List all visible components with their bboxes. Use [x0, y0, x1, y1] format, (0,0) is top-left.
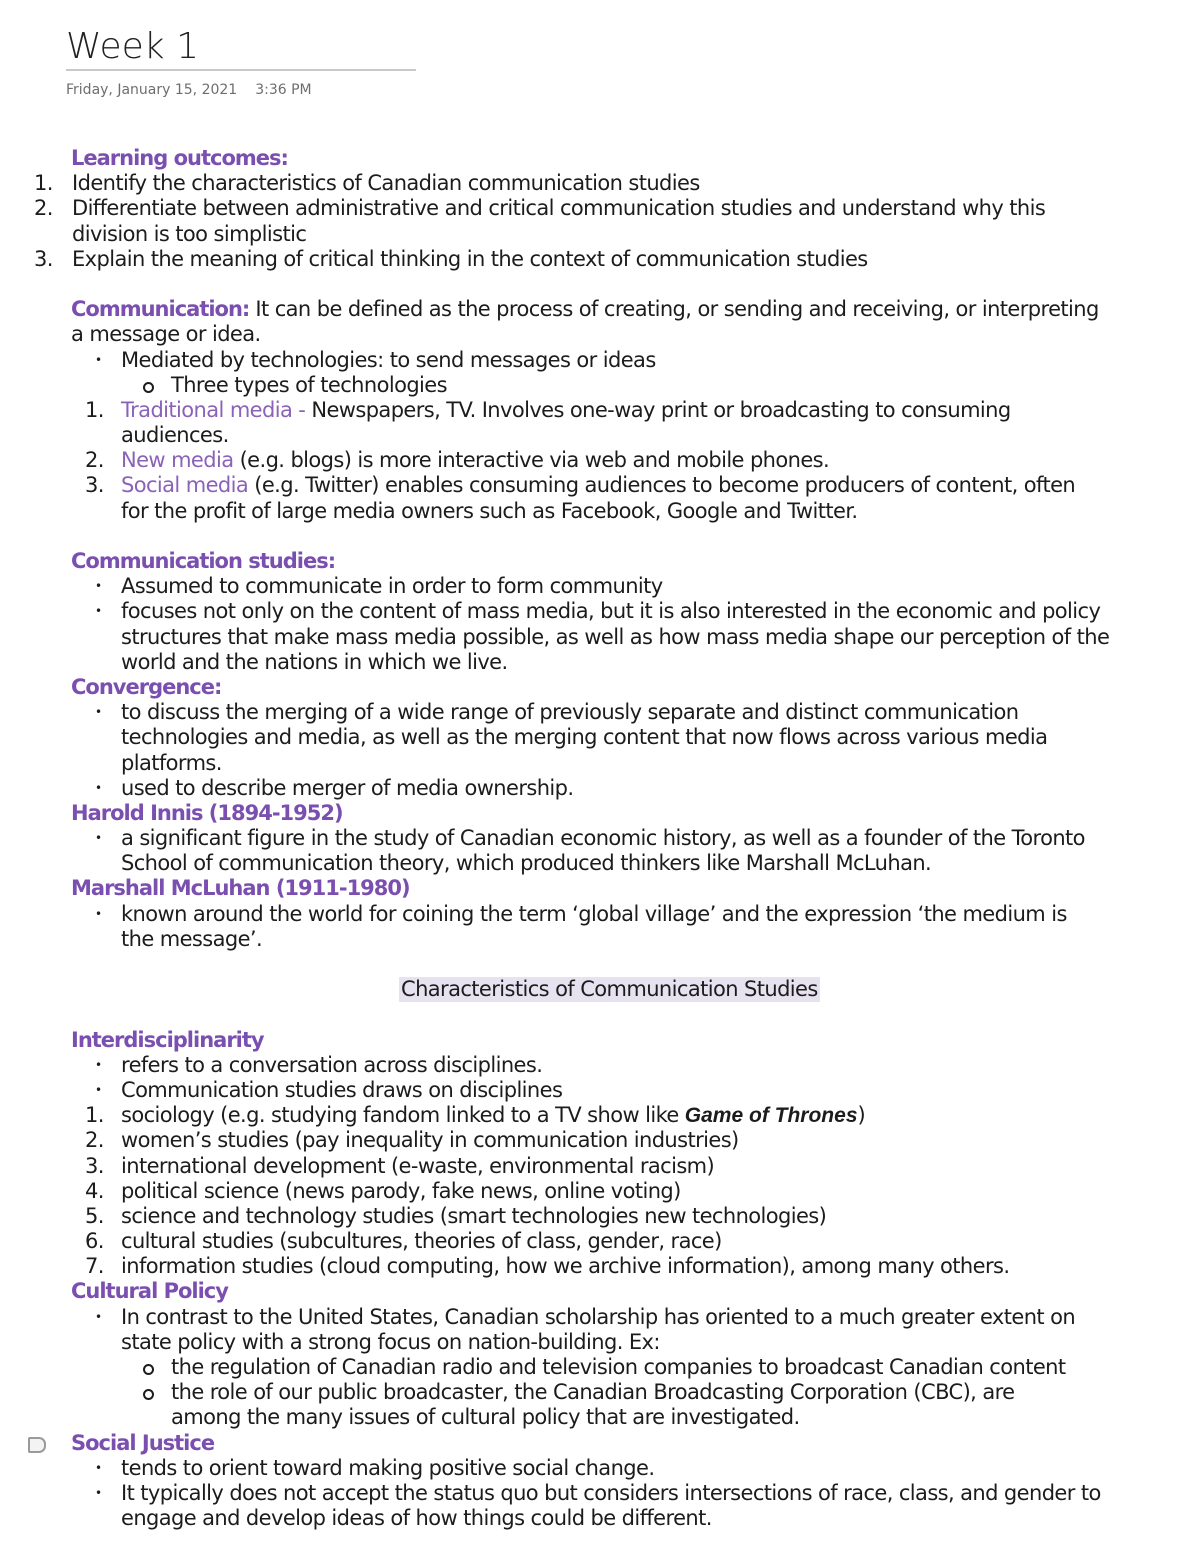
list-text: international development (e-waste, environmental racism)	[121, 1153, 715, 1178]
list-item	[0, 171, 1200, 196]
bullet-text: known around the world for coining the term ‘global village’ and the expression ‘the medium is	[121, 901, 1067, 926]
list-text: science and technology studies (smart technologies new technologies)	[121, 1203, 827, 1228]
list-item	[0, 196, 1200, 221]
bullet-text-continued: among the many issues of cultural policy that are investigated.	[171, 1405, 800, 1430]
list-number: 2.	[85, 1128, 104, 1153]
communication-heading: Communication:	[71, 297, 250, 322]
convergence-heading: Convergence:	[71, 674, 222, 699]
list-item	[0, 1204, 1200, 1229]
bullet-item	[0, 700, 1200, 725]
hollow-circle-icon	[143, 382, 154, 393]
list-text: Explain the meaning of critical thinking in the context of communication studies	[72, 246, 868, 271]
list-text: women’s studies (pay inequality in communication industries)	[121, 1128, 739, 1153]
title-underline	[66, 69, 416, 71]
list-text: (e.g. blogs) is more interactive via web and mobile phones.	[233, 448, 830, 473]
bullet-item	[0, 1481, 1200, 1506]
page-title[interactable]: Week 1	[66, 26, 199, 67]
list-item	[0, 1154, 1200, 1179]
list-number: 3.	[85, 473, 104, 498]
bullet-text: Assumed to communicate in order to form community	[121, 574, 663, 599]
list-number: 7.	[85, 1254, 104, 1279]
bullet-text-continued: School of communication theory, which produced thinkers like Marshall McLuhan.	[121, 851, 932, 876]
list-text-continued: audiences.	[121, 423, 229, 448]
innis-heading: Harold Innis (1894-1952)	[71, 800, 343, 825]
section-title: Characteristics of Communication Studies	[401, 977, 818, 1002]
bullet-icon: •	[95, 906, 102, 921]
bullet-item	[0, 1305, 1200, 1330]
bullet-icon: •	[95, 705, 102, 720]
list-text: information studies (cloud computing, how we archive information), among many others.	[121, 1254, 1010, 1279]
communication-definition-cont: a message or idea.	[71, 322, 261, 347]
bullet-icon: •	[95, 604, 102, 619]
hollow-circle-icon	[143, 1389, 154, 1400]
bullet-text: used to describe merger of media ownership.	[121, 775, 574, 800]
interdisciplinarity-heading: Interdisciplinarity	[71, 1027, 264, 1052]
page-timestamp	[66, 82, 312, 98]
list-number: 6.	[85, 1229, 104, 1254]
list-item	[0, 398, 1200, 423]
bullet-icon: •	[95, 352, 102, 367]
list-text-continued: for the profit of large media owners such as Facebook, Google and Twitter.	[121, 498, 858, 523]
bullet-text: In contrast to the United States, Canadian scholarship has oriented to a much greater extent on	[121, 1304, 1076, 1329]
list-number: 4.	[85, 1178, 104, 1203]
learning-outcomes-heading: Learning outcomes:	[71, 146, 288, 170]
bullet-text: Communication studies draws on disciplines	[121, 1077, 563, 1102]
list-item	[0, 473, 1200, 498]
bullet-icon: •	[95, 831, 102, 846]
media-type-label: Traditional media -	[121, 397, 312, 422]
bullet-icon: •	[95, 1460, 102, 1475]
sub-bullet-item	[0, 373, 1200, 398]
sub-bullet-item	[0, 1355, 1200, 1380]
bullet-icon: •	[95, 780, 102, 795]
list-number: 1.	[85, 397, 104, 422]
list-item	[0, 247, 1200, 272]
list-item	[0, 448, 1200, 473]
bullet-text: tends to orient toward making positive social change.	[121, 1455, 655, 1480]
bullet-text: focuses not only on the content of mass media, but it is also interested in the economic and policy	[121, 599, 1101, 624]
bullet-item	[0, 574, 1200, 599]
tag-icon[interactable]	[28, 1437, 46, 1453]
list-number: 2.	[34, 196, 53, 221]
bullet-item	[0, 902, 1200, 927]
bullet-icon: •	[95, 579, 102, 594]
bullet-text: to discuss the merging of a wide range of previously separate and distinct communication	[121, 700, 1019, 725]
bullet-icon: •	[95, 1082, 102, 1097]
cultural-policy-heading: Cultural Policy	[71, 1279, 228, 1304]
bullet-text-continued: engage and develop ideas of how things could be different.	[121, 1506, 712, 1531]
list-item	[0, 1103, 1200, 1128]
bullet-text: Mediated by technologies: to send messages or ideas	[121, 347, 656, 372]
list-number: 3.	[34, 246, 53, 271]
mcluhan-heading: Marshall McLuhan (1911-1980)	[71, 876, 410, 901]
page-date: Friday, January 15, 2021	[66, 82, 238, 98]
bullet-icon: •	[95, 1309, 102, 1324]
bullet-text-continued: world and the nations in which we live.	[121, 649, 508, 674]
list-text-continued: division is too simplistic	[72, 221, 307, 246]
bullet-icon: •	[95, 1485, 102, 1500]
list-text: (e.g. Twitter) enables consuming audiences to become producers of content, often	[248, 473, 1076, 498]
list-item	[0, 1254, 1200, 1279]
bullet-item	[0, 1456, 1200, 1481]
list-number: 3.	[85, 1153, 104, 1178]
list-item	[0, 1128, 1200, 1153]
note-body[interactable]	[0, 146, 1200, 1531]
list-number: 5.	[85, 1203, 104, 1228]
bullet-item	[0, 776, 1200, 801]
bullet-text: a significant figure in the study of Canadian economic history, as well as a founder of the Toronto	[121, 826, 1085, 851]
bullet-item	[0, 826, 1200, 851]
bullet-text-continued: structures that make mass media possible, as well as how mass media shape our perception of the	[121, 624, 1110, 649]
bullet-text: Three types of technologies	[171, 372, 447, 397]
list-item	[0, 1179, 1200, 1204]
bullet-text-continued: the message’.	[121, 926, 263, 951]
bullet-text: the regulation of Canadian radio and television companies to broadcast Canadian content	[171, 1355, 1066, 1379]
social-justice-heading: Social Justice	[71, 1430, 215, 1455]
list-text: Identify the characteristics of Canadian communication studies	[72, 171, 700, 196]
bullet-text: the role of our public broadcaster, the Canadian Broadcasting Corporation (CBC), are	[171, 1380, 1015, 1405]
list-text: Differentiate between administrative and critical communication studies and understand why this	[72, 196, 1046, 221]
italic-title: Game of Thrones	[684, 1104, 858, 1128]
media-type-label: New media	[121, 448, 234, 473]
list-number: 2.	[85, 448, 104, 473]
hollow-circle-icon	[143, 1364, 154, 1375]
comm-studies-heading: Communication studies:	[71, 549, 336, 573]
list-item	[0, 1229, 1200, 1254]
bullet-item	[0, 348, 1200, 373]
list-number: 1.	[34, 171, 53, 196]
bullet-text-continued: state policy with a strong focus on nation-building. Ex:	[121, 1329, 660, 1354]
list-text: Newspapers, TV. Involves one-way print or broadcasting to consuming	[311, 397, 1011, 422]
communication-definition: It can be defined as the process of creating, or sending and receiving, or interpreting	[249, 297, 1099, 322]
bullet-text-continued: technologies and media, as well as the merging content that now flows across various media	[121, 725, 1048, 750]
bullet-item	[0, 1078, 1200, 1103]
bullet-icon: •	[95, 1057, 102, 1072]
media-type-label: Social media	[121, 473, 249, 498]
list-number: 1.	[85, 1103, 104, 1128]
page-time: 3:36 PM	[255, 82, 312, 98]
bullet-item	[0, 599, 1200, 624]
list-text: cultural studies (subcultures, theories of class, gender, race)	[121, 1229, 722, 1254]
list-text: sociology (e.g. studying fandom linked to a TV show like	[121, 1103, 685, 1128]
bullet-item	[0, 1053, 1200, 1078]
bullet-text: It typically does not accept the status quo but considers intersections of race, class, and gender to	[121, 1480, 1101, 1505]
sub-bullet-item	[0, 1380, 1200, 1405]
list-text-tail: )	[857, 1103, 866, 1128]
bullet-text: refers to a conversation across disciplines.	[121, 1052, 543, 1077]
list-text: political science (news parody, fake news, online voting)	[121, 1178, 681, 1203]
bullet-text-continued: platforms.	[121, 750, 222, 775]
